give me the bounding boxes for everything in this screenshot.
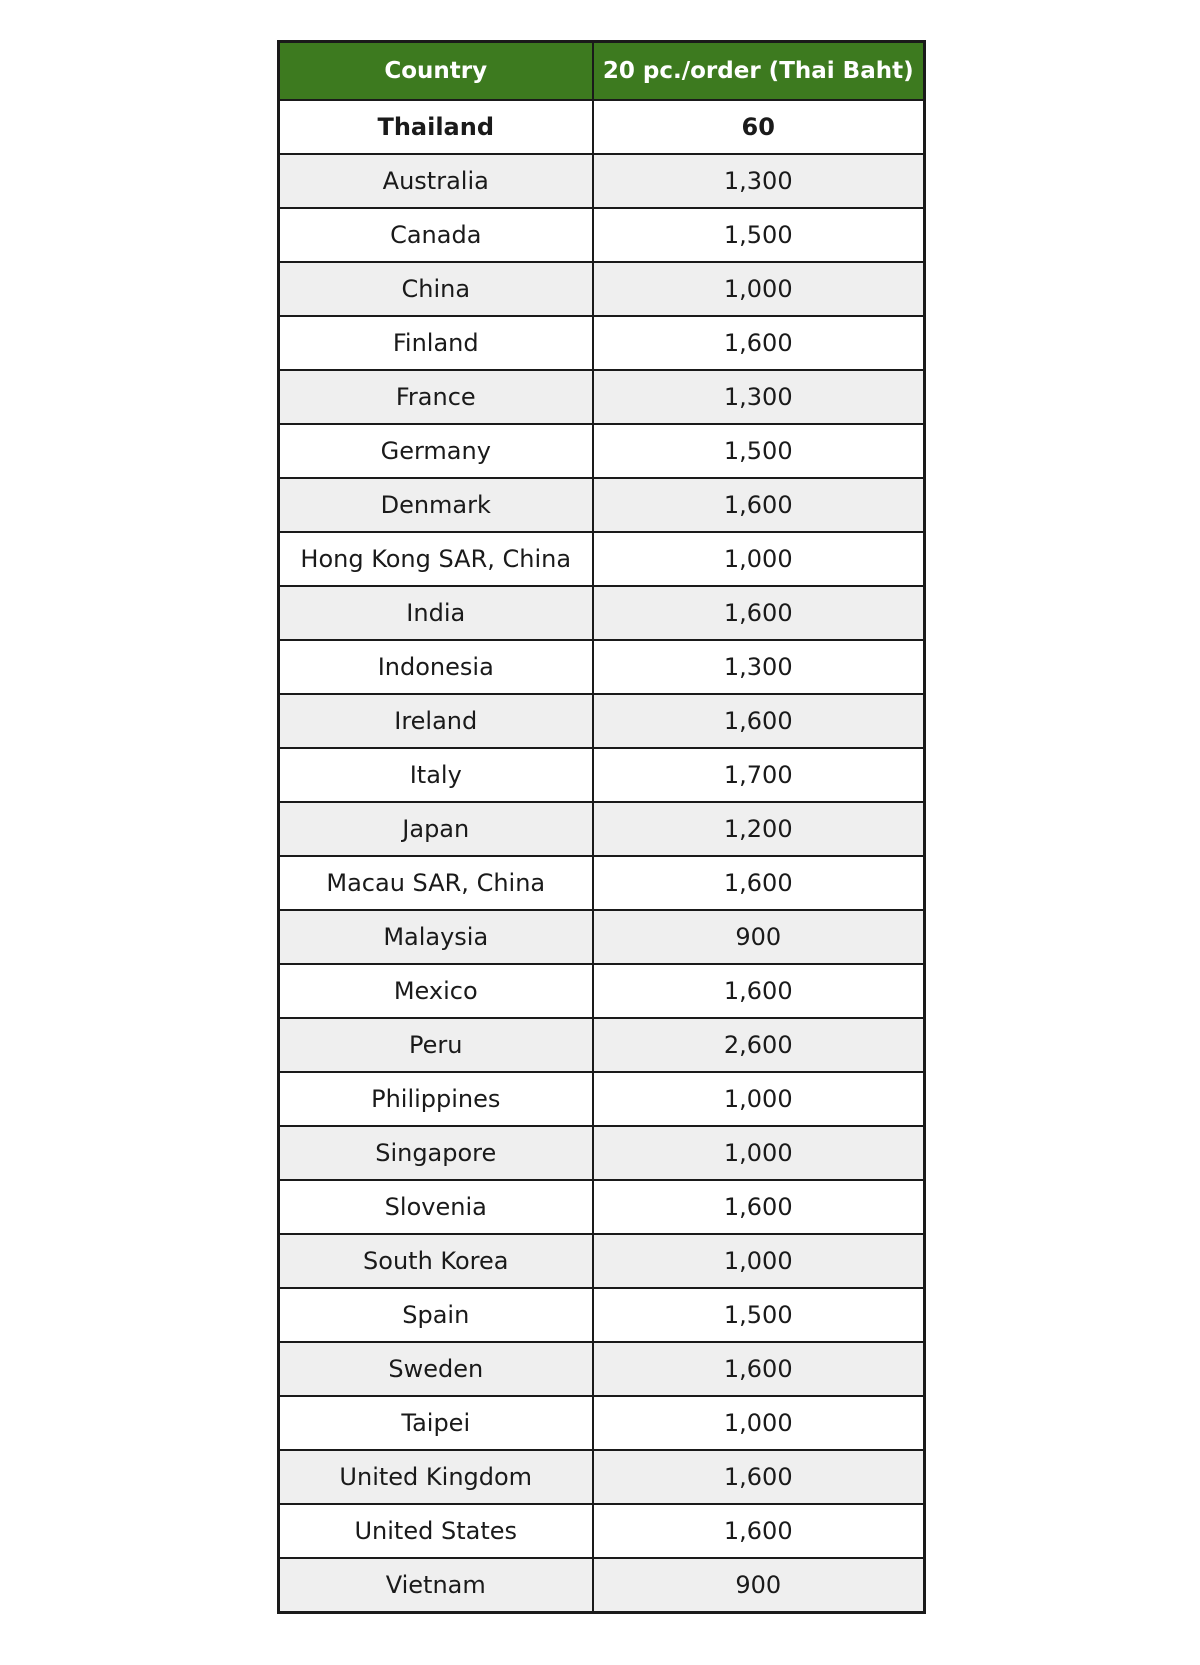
table-row bbox=[279, 802, 925, 856]
price-cell: 1,500 bbox=[593, 208, 925, 262]
country-cell: United Kingdom bbox=[279, 1450, 593, 1504]
table-header bbox=[279, 42, 925, 101]
price-cell: 1,300 bbox=[593, 154, 925, 208]
table-row bbox=[279, 856, 925, 910]
table-row bbox=[279, 1396, 925, 1450]
price-cell: 1,200 bbox=[593, 802, 925, 856]
price-cell: 1,000 bbox=[593, 262, 925, 316]
shipping-price-table bbox=[277, 40, 926, 1614]
table-row bbox=[279, 316, 925, 370]
table-row bbox=[279, 694, 925, 748]
price-cell: 1,600 bbox=[593, 478, 925, 532]
country-cell: Singapore bbox=[279, 1126, 593, 1180]
country-cell: Spain bbox=[279, 1288, 593, 1342]
table-row bbox=[279, 100, 925, 154]
table-row bbox=[279, 1126, 925, 1180]
price-cell: 1,600 bbox=[593, 586, 925, 640]
table-row bbox=[279, 532, 925, 586]
header-country: Country bbox=[279, 42, 593, 101]
table-body bbox=[279, 100, 925, 1613]
country-cell: Ireland bbox=[279, 694, 593, 748]
table-row bbox=[279, 262, 925, 316]
table-row bbox=[279, 748, 925, 802]
table-row bbox=[279, 964, 925, 1018]
price-cell: 1,600 bbox=[593, 856, 925, 910]
price-cell: 1,600 bbox=[593, 316, 925, 370]
country-cell: Taipei bbox=[279, 1396, 593, 1450]
table-row bbox=[279, 1234, 925, 1288]
country-cell: France bbox=[279, 370, 593, 424]
country-cell: Macau SAR, China bbox=[279, 856, 593, 910]
country-cell: Malaysia bbox=[279, 910, 593, 964]
price-cell: 2,600 bbox=[593, 1018, 925, 1072]
price-cell: 60 bbox=[593, 100, 925, 154]
country-cell: Japan bbox=[279, 802, 593, 856]
country-cell: Peru bbox=[279, 1018, 593, 1072]
table-row bbox=[279, 1342, 925, 1396]
price-cell: 1,500 bbox=[593, 424, 925, 478]
price-cell: 1,600 bbox=[593, 1450, 925, 1504]
country-cell: Canada bbox=[279, 208, 593, 262]
price-cell: 1,000 bbox=[593, 1072, 925, 1126]
price-cell: 1,600 bbox=[593, 694, 925, 748]
price-cell: 1,000 bbox=[593, 1234, 925, 1288]
country-cell: Philippines bbox=[279, 1072, 593, 1126]
country-cell: India bbox=[279, 586, 593, 640]
header-price: 20 pc./order (Thai Baht) bbox=[593, 42, 925, 101]
table-row bbox=[279, 1072, 925, 1126]
country-cell: Finland bbox=[279, 316, 593, 370]
country-cell: South Korea bbox=[279, 1234, 593, 1288]
table-row bbox=[279, 910, 925, 964]
table-row bbox=[279, 640, 925, 694]
country-cell: Indonesia bbox=[279, 640, 593, 694]
country-cell: China bbox=[279, 262, 593, 316]
country-cell: Italy bbox=[279, 748, 593, 802]
country-cell: Vietnam bbox=[279, 1558, 593, 1613]
table-row bbox=[279, 586, 925, 640]
country-cell: Thailand bbox=[279, 100, 593, 154]
country-cell: United States bbox=[279, 1504, 593, 1558]
country-cell: Germany bbox=[279, 424, 593, 478]
table-row bbox=[279, 370, 925, 424]
header-row bbox=[279, 42, 925, 101]
country-cell: Slovenia bbox=[279, 1180, 593, 1234]
price-cell: 900 bbox=[593, 910, 925, 964]
price-cell: 1,700 bbox=[593, 748, 925, 802]
table-row bbox=[279, 1558, 925, 1613]
price-cell: 900 bbox=[593, 1558, 925, 1613]
country-cell: Sweden bbox=[279, 1342, 593, 1396]
price-cell: 1,500 bbox=[593, 1288, 925, 1342]
table-row bbox=[279, 1018, 925, 1072]
table-row bbox=[279, 154, 925, 208]
table-row bbox=[279, 424, 925, 478]
table-row bbox=[279, 1504, 925, 1558]
price-cell: 1,000 bbox=[593, 532, 925, 586]
price-cell: 1,600 bbox=[593, 1342, 925, 1396]
table-row bbox=[279, 1288, 925, 1342]
country-cell: Mexico bbox=[279, 964, 593, 1018]
price-cell: 1,300 bbox=[593, 640, 925, 694]
country-cell: Australia bbox=[279, 154, 593, 208]
price-cell: 1,000 bbox=[593, 1396, 925, 1450]
country-cell: Denmark bbox=[279, 478, 593, 532]
country-cell: Hong Kong SAR, China bbox=[279, 532, 593, 586]
table-row bbox=[279, 478, 925, 532]
price-cell: 1,600 bbox=[593, 964, 925, 1018]
price-cell: 1,300 bbox=[593, 370, 925, 424]
price-cell: 1,600 bbox=[593, 1504, 925, 1558]
price-cell: 1,600 bbox=[593, 1180, 925, 1234]
table-row bbox=[279, 208, 925, 262]
table-row bbox=[279, 1180, 925, 1234]
table-row bbox=[279, 1450, 925, 1504]
price-cell: 1,000 bbox=[593, 1126, 925, 1180]
